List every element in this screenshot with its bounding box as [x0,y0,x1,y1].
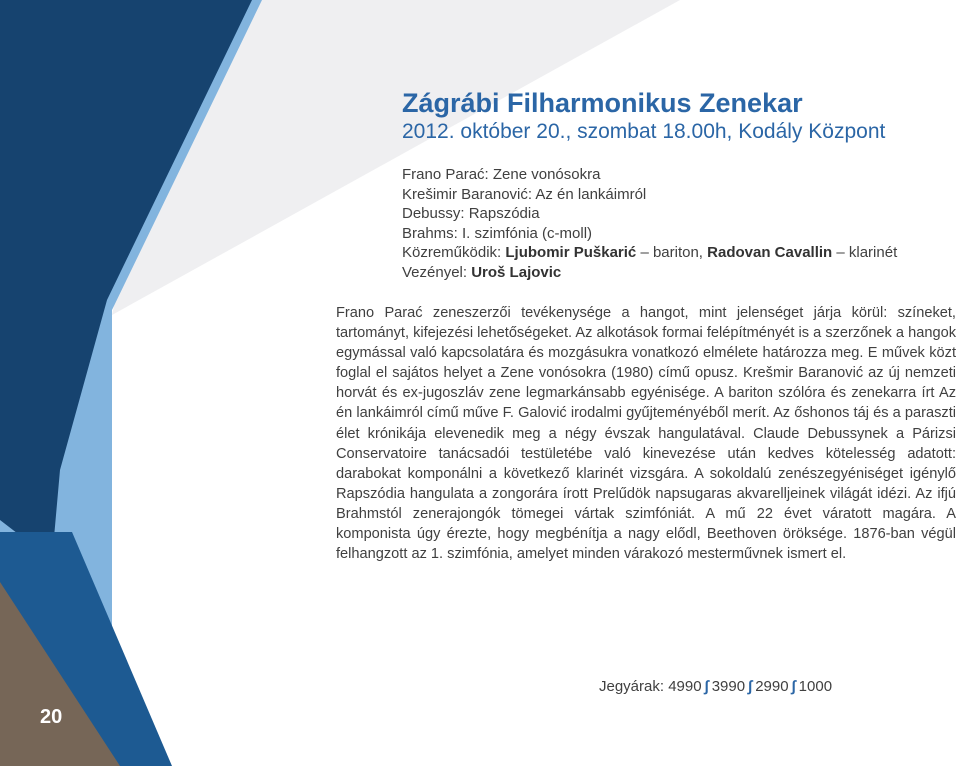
ticket-prices [599,678,832,695]
program-item: Frano Parać: Zene vonósokra [402,166,601,183]
price: 2990 [755,678,789,695]
performers-label: Közreműködik: [402,244,502,262]
program-notes: Frano Parać zeneszerzői tevékenysége a hangot, mint jelenséget járja körül: színeket, tartományt, kifejezési lehetőségeket. Az alkotások formai felépítményét is a szerzőnek a hangok egymással való kapcsolatára és mozgásukra vonatkozó elmélete határozza meg. E művek közt foglal el sajátos helyet a Zene vonósokra (1980) című opusz. Krešmir Baranović az új nemzeti horvát és ex-jugoszláv zene legmarkánsabb egyénisége. A bariton szólóra és zenekarra írt Az én lankáimról című műve F. Galović irodalmi gyűjteményéből merít. Az őshonos táj és a paraszti élet krónikája elevenedik meg a négy évszak hangulatával. Claude Debussynek a Párizsi Conservatoire tanácsadói testületébe való kinevezése után kedves kötelesség adatott: darabokat komponálni a következő klarinét vizsgára. A sokoldalú zenészegyéniséget igénylő Rapszódia hangulata a zongorára írott Prelűdök napsugaras akvarelljeinek világát idézi. Az ifjú Brahmstól zenerajongók tömegei vártak szimfóniát. A mű 22 évet váratott magára. A komponista úgy érezte, hogy megbénítja a nagy elődl, Beethoven öröksége. 1876-ban végül felhangzott az 1. szimfónia, amelyet minden várakozó mesterművnek ismert el. [336,305,956,563]
concert-date-venue: 2012. október 20., szombat 18.00h, Kodály Központ [402,120,886,143]
conductor-label: Vezényel: [402,263,468,281]
conductor-name: Uroš Lajovic [471,263,562,281]
conductor-line [402,263,897,283]
performer-name: Ljubomir Puškarić [505,244,637,262]
price: 3990 [711,678,746,695]
performers-line [402,243,897,263]
ticket-prices-label: Jegyárak: [599,678,665,695]
performer-role: – bariton, [640,244,703,262]
price: 1000 [798,678,833,695]
price-separator: ∫ [791,678,796,695]
program-item: Brahms: I. szimfónia (c-moll) [402,224,593,242]
price: 4990 [668,678,702,695]
page-number: 20 [40,706,63,728]
price-separator: ∫ [748,678,753,695]
concert-title: Zágrábi Filharmonikus Zenekar [402,88,803,118]
program-item: Debussy: Rapszódia [402,205,540,223]
performer-role: – klarinét [836,244,898,262]
performer-name: Radovan Cavallin [707,244,833,262]
price-separator: ∫ [704,678,709,695]
program-item: Krešimir Baranović: Az én lankáimról [402,185,647,203]
program-list [402,165,897,283]
